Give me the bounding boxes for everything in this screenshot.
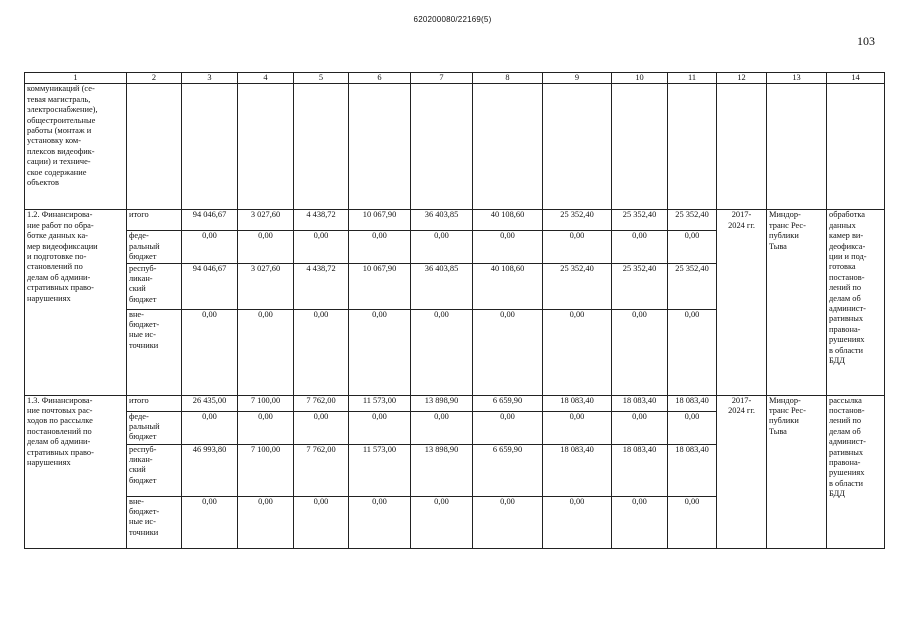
- amount-cell: 0,00: [182, 309, 238, 395]
- header-cell: 5: [294, 73, 349, 84]
- amount-cell: 0,00: [294, 496, 349, 548]
- amount-cell: 0,00: [411, 496, 473, 548]
- amount-cell: 40 108,60: [473, 263, 543, 309]
- amount-cell: 0,00: [411, 411, 473, 444]
- amount-cell: 3 027,60: [238, 263, 294, 309]
- amount-cell: 10 067,90: [349, 210, 411, 231]
- funding-source-label: итого: [127, 395, 182, 411]
- amount-cell: 0,00: [668, 411, 717, 444]
- amount-cell: 18 083,40: [543, 444, 612, 496]
- amount-cell: 11 573,00: [349, 395, 411, 411]
- header-cell: 9: [543, 73, 612, 84]
- amount-cell: 25 352,40: [668, 210, 717, 231]
- amount-cell: 94 046,67: [182, 263, 238, 309]
- period-cell: 2017- 2024 гг.: [717, 395, 767, 548]
- funding-source-label: феде- ральный бюджет: [127, 231, 182, 263]
- funding-source-label: вне- бюджет- ные ис- точники: [127, 496, 182, 548]
- amount-cell: 0,00: [668, 496, 717, 548]
- funding-source-label: феде- ральный бюджет: [127, 411, 182, 444]
- header-cell: 6: [349, 73, 411, 84]
- header-cell: 1: [25, 73, 127, 84]
- result-cell: рассылка постанов- лений по делам об админист- ративных правона- рушениях в области БДД: [827, 395, 885, 548]
- amount-cell: 0,00: [473, 411, 543, 444]
- table-row: [25, 210, 885, 231]
- amount-cell: 26 435,00: [182, 395, 238, 411]
- amount-cell: 6 659,90: [473, 444, 543, 496]
- header-cell: 7: [411, 73, 473, 84]
- amount-cell: 13 898,90: [411, 395, 473, 411]
- amount-cell: 7 100,00: [238, 395, 294, 411]
- amount-cell: 25 352,40: [612, 263, 668, 309]
- amount-cell: 0,00: [668, 231, 717, 263]
- amount-cell: 0,00: [349, 231, 411, 263]
- amount-cell: 40 108,60: [473, 210, 543, 231]
- amount-cell: 7 762,00: [294, 444, 349, 496]
- amount-cell: 0,00: [612, 309, 668, 395]
- amount-cell: 0,00: [543, 411, 612, 444]
- funding-source-label: респуб- ликан- ский бюджет: [127, 263, 182, 309]
- amount-cell: 11 573,00: [349, 444, 411, 496]
- budget-table: [24, 72, 885, 549]
- table-row: [25, 395, 885, 411]
- measure-name: коммуникаций (се- тевая магистраль, электроснабжение), общестроительные работы (монтаж и установку ком- плексов видеофик- сации) и техниче- ское содержание объектов: [25, 84, 127, 210]
- executor-cell: Миндор- транс Рес- публики Тыва: [767, 210, 827, 395]
- amount-cell: 0,00: [349, 309, 411, 395]
- amount-cell: 0,00: [473, 309, 543, 395]
- measure-name: 1.2. Финансирова- ние работ по обра- ботке данных ка- мер видеофиксации и подготовке по- становлений по делам об админи- стративных право- нарушениях: [25, 210, 127, 395]
- amount-cell: 46 993,80: [182, 444, 238, 496]
- amount-cell: 10 067,90: [349, 263, 411, 309]
- amount-cell: 6 659,90: [473, 395, 543, 411]
- amount-cell: 25 352,40: [612, 210, 668, 231]
- header-cell: 14: [827, 73, 885, 84]
- amount-cell: 18 083,40: [668, 395, 717, 411]
- header-row: [25, 73, 885, 84]
- header-cell: 3: [182, 73, 238, 84]
- header-cell: 10: [612, 73, 668, 84]
- measure-name: 1.3. Финансирова- ние почтовых рас- ходов по рассылке постановлений по делам об админи- стративных право- нарушениях: [25, 395, 127, 548]
- amount-cell: 0,00: [182, 496, 238, 548]
- amount-cell: 18 083,40: [612, 444, 668, 496]
- amount-cell: 36 403,85: [411, 210, 473, 231]
- continuation-row: [25, 84, 885, 210]
- funding-source-label: вне- бюджет- ные ис- точники: [127, 309, 182, 395]
- header-cell: 11: [668, 73, 717, 84]
- amount-cell: 0,00: [238, 309, 294, 395]
- amount-cell: 0,00: [294, 411, 349, 444]
- amount-cell: 25 352,40: [543, 263, 612, 309]
- amount-cell: 94 046,67: [182, 210, 238, 231]
- amount-cell: 0,00: [238, 411, 294, 444]
- amount-cell: 0,00: [612, 231, 668, 263]
- amount-cell: 0,00: [612, 411, 668, 444]
- funding-source-label: респуб- ликан- ский бюджет: [127, 444, 182, 496]
- amount-cell: 0,00: [668, 309, 717, 395]
- amount-cell: 0,00: [349, 411, 411, 444]
- amount-cell: 0,00: [411, 231, 473, 263]
- amount-cell: 4 438,72: [294, 210, 349, 231]
- period-cell: 2017- 2024 гг.: [717, 210, 767, 395]
- header-cell: 2: [127, 73, 182, 84]
- amount-cell: 0,00: [349, 496, 411, 548]
- amount-cell: 0,00: [543, 309, 612, 395]
- amount-cell: 0,00: [238, 231, 294, 263]
- page-number: 103: [857, 34, 875, 48]
- executor-cell: Миндор- транс Рес- публики Тыва: [767, 395, 827, 548]
- amount-cell: 0,00: [612, 496, 668, 548]
- amount-cell: 0,00: [543, 231, 612, 263]
- amount-cell: 4 438,72: [294, 263, 349, 309]
- amount-cell: 3 027,60: [238, 210, 294, 231]
- amount-cell: 0,00: [473, 496, 543, 548]
- result-cell: обработка данных камер ви- деофикса- ции и под- готовка постанов- лений по делам об админист- ративных правона- рушениях в области БДД: [827, 210, 885, 395]
- amount-cell: 0,00: [182, 231, 238, 263]
- amount-cell: 0,00: [543, 496, 612, 548]
- funding-source-label: итого: [127, 210, 182, 231]
- amount-cell: 0,00: [182, 411, 238, 444]
- header-cell: 4: [238, 73, 294, 84]
- header-cell: 12: [717, 73, 767, 84]
- amount-cell: 7 100,00: [238, 444, 294, 496]
- amount-cell: 25 352,40: [543, 210, 612, 231]
- header-cell: 13: [767, 73, 827, 84]
- amount-cell: 0,00: [473, 231, 543, 263]
- amount-cell: 18 083,40: [543, 395, 612, 411]
- amount-cell: 0,00: [238, 496, 294, 548]
- amount-cell: 0,00: [411, 309, 473, 395]
- amount-cell: 13 898,90: [411, 444, 473, 496]
- amount-cell: 25 352,40: [668, 263, 717, 309]
- header-cell: 8: [473, 73, 543, 84]
- amount-cell: 36 403,85: [411, 263, 473, 309]
- amount-cell: 18 083,40: [668, 444, 717, 496]
- amount-cell: 0,00: [294, 231, 349, 263]
- amount-cell: 18 083,40: [612, 395, 668, 411]
- document-id: 620200080/22169(5): [413, 15, 492, 24]
- amount-cell: 7 762,00: [294, 395, 349, 411]
- amount-cell: 0,00: [294, 309, 349, 395]
